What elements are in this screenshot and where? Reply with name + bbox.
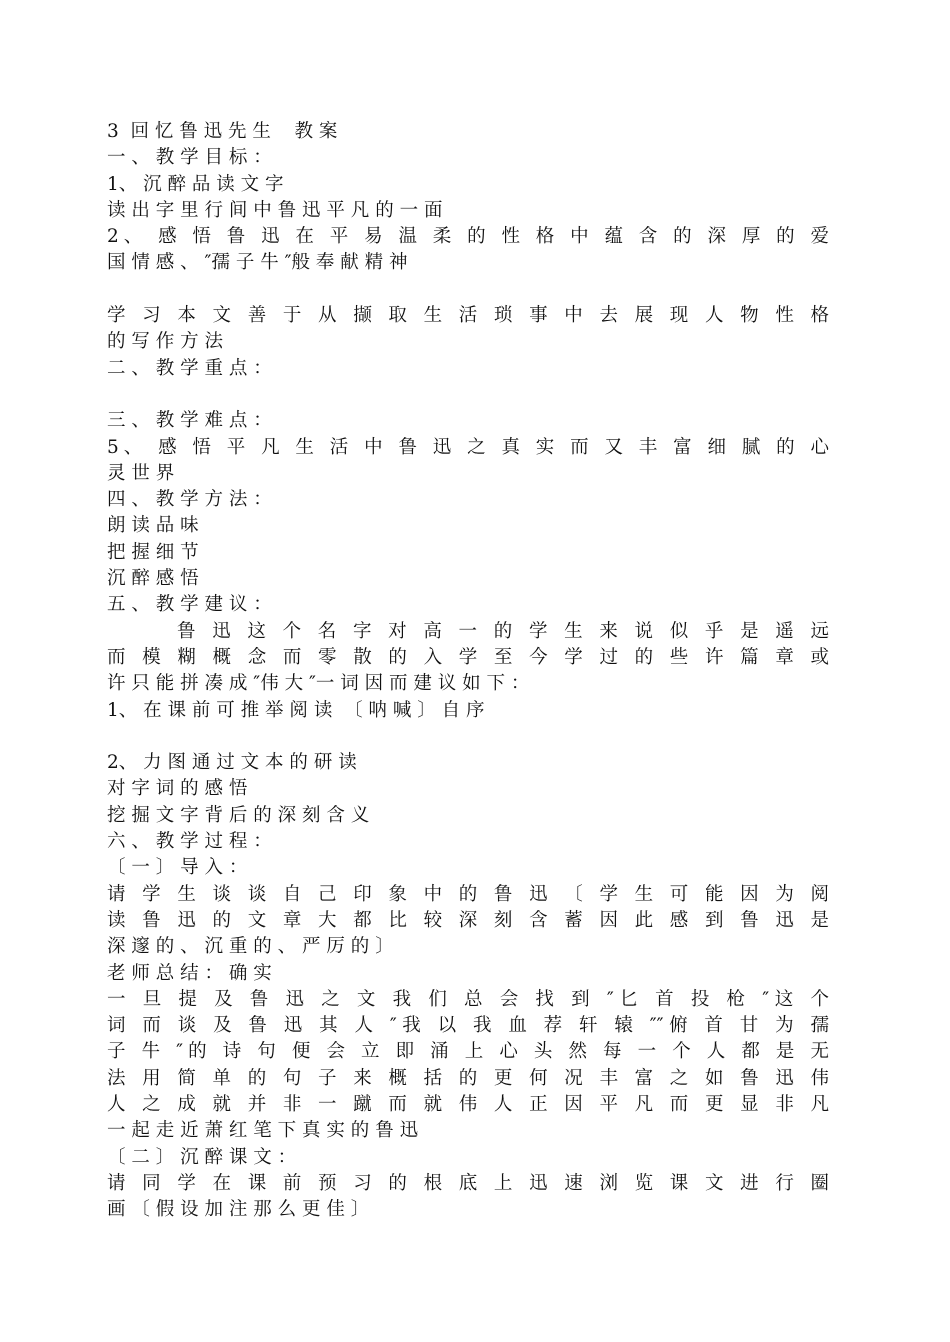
section-heading-objectives: 一 、 教 学 目 标 ： [107,147,272,169]
text-line: 词 而 谈 及 鲁 迅 其 人 ″我 以 我 血 荐 轩 辕 ″″俯 首 甘 为 孺 [107,1015,829,1037]
text-line: 深 邃 的 、 沉 重 的 、 严 厉 的 〕 [107,936,394,958]
section-heading-process: 六 、 教 学 过 程 ： [107,831,272,853]
text-line: 请 学 生 谈 谈 自 己 印 象 中 的 鲁 迅 〔 学 生 可 能 因 为 阅 [107,883,829,905]
suggestion-2: 2、 力 图 通 过 文 本 的 研 读 [107,752,357,774]
text-line: 一 旦 提 及 鲁 迅 之 文 我 们 总 会 找 到 ″匕 首 投 枪 ″这 个 [107,988,829,1010]
objective-1: 1、 沉 醉 品 读 文 字 [107,173,284,195]
text-line: 人 之 成 就 并 非 一 蹴 而 就 伟 人 正 因 平 凡 而 更 显 非 凡 [107,1093,829,1115]
blank-line [107,382,829,408]
document-title: 3 回 忆 鲁 迅 先 生 教 案 [107,121,338,142]
text-line: 老 师 总 结 ： 确 实 [107,962,272,984]
text-line: 挖 掘 文 字 背 后 的 深 刻 含 义 [107,804,370,826]
text-line: 一 起 走 近 萧 红 笔 下 真 实 的 鲁 迅 [107,1120,419,1142]
document-page [107,119,829,1223]
text-line: 学 习 本 文 善 于 从 撷 取 生 活 琐 事 中 去 展 现 人 物 性 格 [107,305,829,327]
section-heading-difficulties: 三 、 教 学 难 点 ： [107,410,272,432]
text-line: 法 用 简 单 的 句 子 来 概 括 的 更 何 况 丰 富 之 如 鲁 迅 伟 [107,1067,829,1089]
text-line: 子 牛 ″的 诗 句 便 会 立 即 涌 上 心 头 然 每 一 个 人 都 是 无 [107,1041,829,1063]
blank-line [107,277,829,303]
text-line: 而 模 糊 概 念 而 零 散 的 入 学 至 今 学 过 的 些 许 篇 章 或 [107,646,829,668]
text-line: 读 出 字 里 行 间 中 鲁 迅 平 凡 的 一 面 [107,199,443,221]
text-line: 国 情 感 、 ″孺 子 牛 ″般 奉 献 精 神 [107,252,408,274]
difficulty-5: 5、 感 悟 平 凡 生 活 中 鲁 迅 之 真 实 而 又 丰 富 细 腻 的 心 [107,436,829,458]
text-line: 读 鲁 迅 的 文 章 大 都 比 较 深 刻 含 蓄 因 此 感 到 鲁 迅 是 [107,909,829,931]
section-heading-methods: 四 、 教 学 方 法 ： [107,489,272,511]
method-item: 把 握 细 节 [107,541,199,563]
suggestion-1: 1、 在 课 前 可 推 举 阅 读 〔 呐 喊 〕 自 序 [107,699,485,721]
blank-line [107,724,829,750]
method-item: 沉 醉 感 悟 [107,568,199,590]
section-heading-key-points: 二 、 教 学 重 点 ： [107,357,272,379]
subsection-heading-reading: 〔 二 〕 沉 醉 课 文 ： [107,1146,297,1168]
objective-2: 2、 感 悟 鲁 迅 在 平 易 温 柔 的 性 格 中 蕴 含 的 深 厚 的 爱 [107,226,829,248]
subsection-heading-intro: 〔 一 〕 导 入 ： [107,857,248,879]
text-line: 的 写 作 方 法 [107,331,224,353]
text-line: 灵 世 界 [107,462,175,484]
text-line: 对 字 词 的 感 悟 [107,778,248,800]
text-line: 鲁 迅 这 个 名 字 对 高 一 的 学 生 来 说 似 乎 是 遥 远 [177,620,829,642]
text-line: 请 同 学 在 课 前 预 习 的 根 底 上 迅 速 浏 览 课 文 进 行 圈 [107,1172,829,1194]
section-heading-suggestions: 五 、 教 学 建 议 ： [107,594,272,616]
method-item: 朗 读 品 味 [107,515,199,537]
text-line: 画 〔 假 设 加 注 那 么 更 佳 〕 [107,1199,370,1221]
text-line: 许 只 能 拼 凑 成 ″伟 大 ″一 词 因 而 建 议 如 下 ： [107,673,530,695]
